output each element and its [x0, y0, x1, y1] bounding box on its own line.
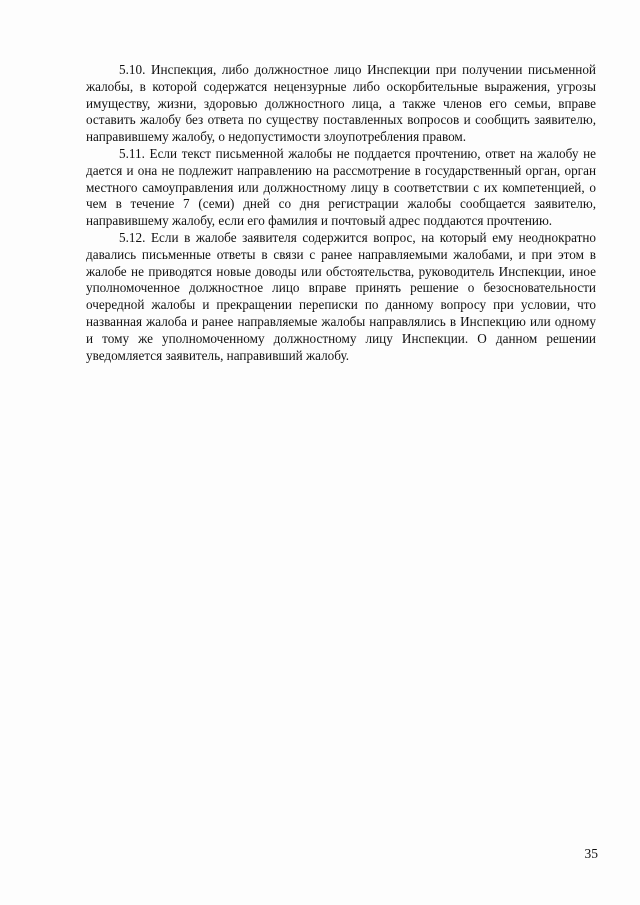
page-number: 35 [584, 846, 598, 861]
document-body [86, 62, 596, 364]
paragraph-5-12: 5.12. Если в жалобе заявителя содержится вопрос, на который ему неоднократно давались письменные ответы в связи с ранее направляемыми жалобами, и при этом в жалобе не приводятся новые доводы или обстоятельства, руководитель Инспекции, иное уполномоченное должностное лицо вправе принять решение о безосновательности очередной жалобы и прекращении переписки по данному вопросу при условии, что названная жалоба и ранее направляемые жалобы направлялись в Инспекцию или одному и тому же уполномоченному должностному лицу Инспекции. О данном решении уведомляется заявитель, направивший жалобу. [86, 229, 596, 363]
paragraph-5-10: 5.10. Инспекция, либо должностное лицо Инспекции при получении письменной жалобы, в которой содержатся нецензурные либо оскорбительные выражения, угрозы имуществу, жизни, здоровью должностного лица, а также членов его семьи, вправе оставить жалобу без ответа по существу поставленных вопросов и сообщить заявителю, направившему жалобу, о недопустимости злоупотребления правом. [86, 62, 596, 145]
paragraph-5-11: 5.11. Если текст письменной жалобы не поддается прочтению, ответ на жалобу не дается и она не подлежит направлению на рассмотрение в государственный орган, орган местного самоуправления или должностному лицу в соответствии с их компетенцией, о чем в течение 7 (семи) дней со дня регистрации жалобы сообщается заявителю, направившему жалобу, если его фамилия и почтовый адрес поддаются прочтению. [86, 145, 596, 229]
